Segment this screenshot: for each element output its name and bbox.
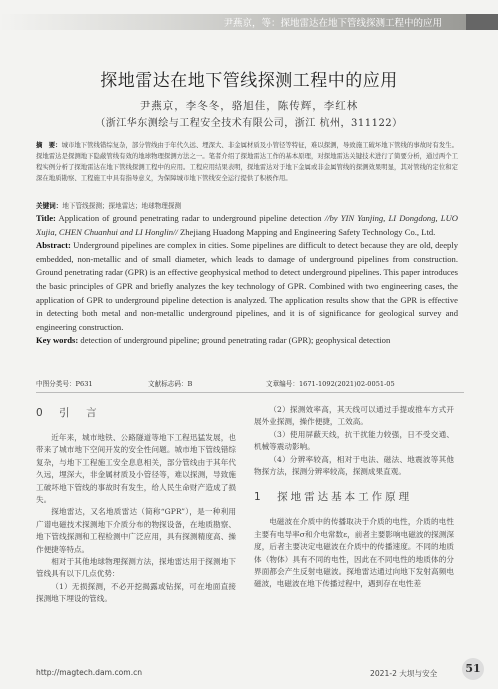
english-abstract-block xyxy=(36,212,458,348)
paragraph: 相对于其他地球物理探测方法，探地雷达用于探测地下管线具有以下几点优势： xyxy=(36,557,236,579)
divider xyxy=(36,392,464,393)
footer-journal: 2021-2 大坝与安全 xyxy=(370,669,438,678)
running-header-bar xyxy=(0,14,498,30)
left-column xyxy=(36,404,236,606)
section-heading-intro: 0 引 言 xyxy=(36,407,100,419)
english-abstract-label: Abstract: xyxy=(36,240,71,251)
english-affiliation: Zhejiang Huadong Mapping and Engineering Safety Technology Co., Ltd. xyxy=(179,226,436,237)
section-heading-principle: 1 探地雷达基本工作原理 xyxy=(254,491,413,504)
english-keywords-text: detection of underground pipeline; ground penetrating radar (GPR); geophysical detection xyxy=(80,335,391,346)
english-title-label: Title: xyxy=(36,213,56,223)
list-item: （4）分辨率较高，相对于电法、磁法、地震波等其他物探方法，探测分辨率较高，探测成果直观。 xyxy=(254,454,454,477)
list-item: （2）探测效率高，其天线可以通过手提或推车方式开展外业探测，操作便捷，工效高。 xyxy=(254,405,454,427)
authors: 尹燕京，李冬冬，骆旭佳，陈传辉，李红林 xyxy=(139,100,359,112)
page-number: 51 xyxy=(462,658,484,680)
running-header: 尹燕京，等：探地雷达在地下管线探测工程中的应用 xyxy=(223,18,442,29)
paragraph: （1）无损探测，不必开挖揭露或钻探，可在地面直接探测地下埋设的管线。 xyxy=(36,581,236,604)
chinese-abstract xyxy=(36,140,458,184)
list-item: （3）使用屏蔽天线，抗干扰能力较强，日不受交通、机械等震动影响。 xyxy=(254,429,454,452)
clc-number: 中图分类号：P631 xyxy=(36,380,93,388)
keywords-zh-label: 关键词： xyxy=(36,202,63,210)
abstract-zh-label: 摘 要： xyxy=(36,141,62,149)
english-abstract-text: Underground pipelines are complex in cities. Some pipelines are difficult to detect because they are old, deeply embedded, non-metallic and of small diameter, which leads to damage of underground pipelines from construction. Ground penetrating radar (GPR) is an effective geophysical method to detect underground pipelines. This paper introduces the basic principles of GPR and briefly analyzes the key technology of GPR. Combined with two engineering cases, the application of GPR to underground pipeline detection is analyzed. The application results show that the GPR is effective in detecting both metal and non-metallic underground pipelines, and it is of significance for geological survey and engineering construction. xyxy=(36,240,458,332)
paragraph: 电磁波在介质中的传播取决于介质的电性，介质的电性主要有电导率σ和介电常数ε，前者主要影响电磁波的探测深度，后者主要决定电磁波在介质中的传播速度。不同的地质体（物体）具有不同的电性，因此在不同电性的地质体的分界面都会产生反射电磁波。探地雷达通过向地下发射高频电磁波，电磁波在地下传播过程中，遇到存在电性差 xyxy=(254,517,454,589)
english-title-text: Application of ground penetrating radar to underground pipeline detection xyxy=(58,213,322,223)
keywords-zh-text: 地下管线探测；探地雷达；地球物理探测 xyxy=(62,202,182,210)
affiliation: （浙江华东测绘与工程安全技术有限公司，浙江 杭州，311122） xyxy=(95,118,403,129)
english-keywords xyxy=(36,334,458,348)
paragraph: 近年来，城市地铁、公路隧道等地下工程迅猛发展，也带来了城市地下空间开发的安全性问题。城市地下管线错综复杂，与地下工程施工安全息息相关，部分管线由于其年代久远，埋深大，非金属材质及小管径等，难以探测，导致施工破坏地下管线的事故时有发生，给人民生命财产造成了损失。 xyxy=(36,433,236,505)
english-keywords-label: Key words: xyxy=(36,335,79,346)
english-authors: //by YIN Yanjing, LI Dongdong, LUO Xujia, CHEN Chuanhui and LI Honglin// xyxy=(36,213,458,237)
footer-url[interactable]: http://magtech.dam.com.cn xyxy=(36,668,143,677)
english-title-line xyxy=(36,212,458,239)
article-title: 探地雷达在地下管线探测工程中的应用 xyxy=(100,71,398,91)
english-abstract xyxy=(36,239,458,334)
abstract-zh-text: 城市地下管线错综复杂，部分管线由于年代久远、埋深大、非金属材质及小管径等特征，难以探测，导致施工破坏地下管线的事故时有发生。探地雷达是探测地下隐蔽管线有效的地球物理探测方法之一。笔者介绍了探地雷达工作的基本原理，对探地雷达关键技术进行了简要分析，通过两个工程实例分析了探地雷达在地下管线探测工程中的应用。工程应用结果表明，探地雷达对于地下金属或非金属管线的探测效果明显，其对管线的定位和定深在地质勘察、工程施工中具有指导意义，为保障城市地下管线安全运行提供了积极作用。 xyxy=(36,141,458,182)
paragraph: 探地雷达，又名地质雷达（简称“GPR”），是一种利用广谱电磁技术探测地下介质分布的物探设备，在地质勘察、地下管线探测和工程检测中广泛应用，具有探测精度高、操作便捷等特点。 xyxy=(36,507,236,554)
article-number: 文章编号：1671-1092(2021)02-0051-05 xyxy=(266,380,395,388)
chinese-keywords xyxy=(36,200,458,210)
document-code: 文献标志码：B xyxy=(148,380,193,388)
header-cap xyxy=(466,14,498,30)
right-column xyxy=(254,404,454,591)
